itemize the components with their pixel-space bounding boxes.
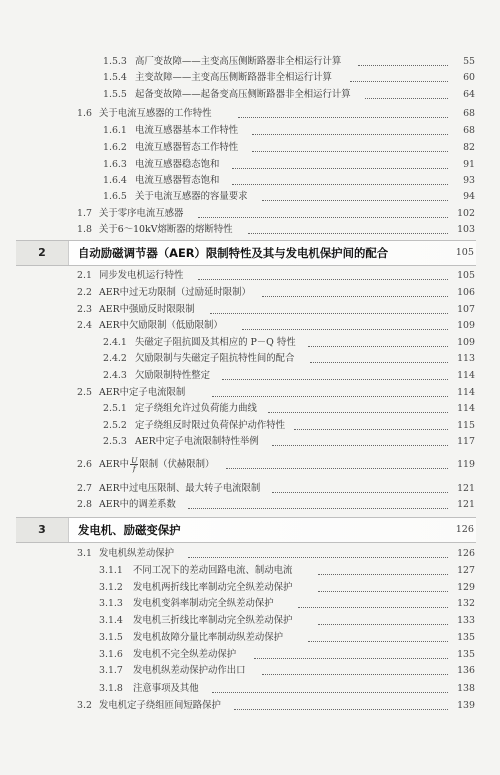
leader-dots	[318, 558, 448, 575]
entry-number: 2.5.3	[103, 436, 127, 447]
entry-page: 64	[463, 89, 475, 100]
entry-title: AER中过电压限制、最大转子电流限制	[99, 483, 261, 494]
entry-page: 127	[457, 565, 475, 576]
leader-dots	[272, 476, 448, 493]
entry-title-suffix: 限制（伏赫限制）	[139, 459, 215, 470]
toc-entry[interactable]	[0, 434, 500, 450]
entry-number: 1.6.3	[103, 159, 127, 170]
entry-page: 135	[457, 649, 475, 660]
chapter-number: 2	[16, 241, 69, 265]
entry-title: 同步发电机运行特性	[99, 270, 184, 281]
entry-title: 关于零序电流互感器	[99, 208, 184, 219]
entry-number: 1.5.4	[103, 72, 127, 83]
entry-number: 3.1.8	[99, 683, 123, 694]
entry-page: 105	[457, 270, 475, 281]
entry-title: 关于电流互感器的工作特性	[99, 108, 212, 119]
entry-number: 2.4.2	[103, 353, 127, 364]
chapter-number: 3	[16, 518, 69, 542]
fraction-numerator: U	[131, 456, 138, 465]
entry-page: 133	[457, 615, 475, 626]
entry-title: 定子绕组允许过负荷能力曲线	[135, 403, 257, 414]
leader-dots	[232, 168, 448, 185]
entry-title: 发电机两折线比率制动完全纵差动保护	[133, 582, 293, 593]
entry-number: 3.1.3	[99, 598, 123, 609]
entry-title: 发电机纵差动保护	[99, 548, 175, 559]
entry-number: 2.4	[77, 320, 92, 331]
entry-number: 3.1.7	[99, 665, 123, 676]
chapter-title: 发电机、励磁变保护	[78, 523, 181, 537]
entry-number: 3.1.4	[99, 615, 123, 626]
entry-number: 1.5.3	[103, 56, 127, 67]
entry-number: 2.6	[77, 459, 92, 470]
leader-dots	[252, 135, 448, 152]
entry-title: 发电机定子绕组匝间短路保护	[99, 700, 221, 711]
entry-page: 126	[457, 548, 475, 559]
entry-page: 94	[463, 191, 475, 202]
leader-dots	[210, 297, 448, 314]
entry-title: 发电机变斜率制动完全纵差动保护	[133, 598, 274, 609]
entry-title: 欠励限制与失磁定子阻抗特性间的配合	[135, 353, 295, 364]
entry-title: 发电机不完全纵差动保护	[133, 649, 237, 660]
entry-number: 2.4.3	[103, 370, 127, 381]
entry-page: 103	[457, 224, 475, 235]
entry-page: 121	[457, 499, 475, 510]
entry-page: 109	[457, 337, 475, 348]
leader-dots	[262, 280, 448, 297]
entry-number: 2.4.1	[103, 337, 127, 348]
leader-dots	[188, 541, 448, 558]
entry-number: 2.7	[77, 483, 92, 494]
chapter-title: 自动励磁调节器（AER）限制特性及其与发电机保护间的配合	[78, 246, 389, 260]
entry-number: 1.5.5	[103, 89, 127, 100]
entry-page: 119	[457, 459, 475, 470]
entry-title: 不同工况下的差动回路电流、制动电流	[133, 565, 293, 576]
entry-title: 发电机纵差动保护动作出口	[133, 665, 246, 676]
fraction-denominator: f	[132, 464, 136, 473]
entry-page: 114	[457, 403, 475, 414]
entry-number: 3.1.1	[99, 565, 123, 576]
leader-dots	[252, 118, 448, 135]
entry-title: 发电机故障分量比率制动纵差动保护	[133, 632, 284, 643]
entry-number: 1.6.1	[103, 125, 127, 136]
leader-dots	[262, 658, 448, 675]
entry-page: 135	[457, 632, 475, 643]
entry-title: AER中强励反时限限制	[99, 304, 195, 315]
leader-dots	[254, 642, 448, 659]
chapter-heading[interactable]	[16, 517, 476, 543]
entry-title: 失磁定子阻抗圆及其相应的 P－Q 特性	[135, 337, 296, 348]
entry-page: 68	[463, 125, 475, 136]
entry-page: 121	[457, 483, 475, 494]
leader-dots	[350, 65, 448, 82]
leader-dots	[318, 608, 448, 625]
entry-page: 68	[463, 108, 475, 119]
entry-page: 82	[463, 142, 475, 153]
entry-title: AER中定子电流限制	[99, 387, 186, 398]
chapter-page: 126	[455, 524, 474, 535]
leader-dots	[232, 152, 448, 169]
entry-title: 发电机三折线比率制动完全纵差动保护	[133, 615, 293, 626]
entry-page: 136	[457, 665, 475, 676]
entry-title: 电流互感器基本工作特性	[135, 125, 239, 136]
entry-title: 电流互感器稳态饱和	[135, 159, 220, 170]
leader-dots	[248, 217, 448, 234]
entry-page: 102	[457, 208, 475, 219]
entry-number: 1.6.4	[103, 175, 127, 186]
entry-title: 主变故障——主变高压侧断路器非全相运行计算	[135, 72, 332, 83]
entry-title: 定子绕组反时限过负荷保护动作特性	[135, 420, 286, 431]
entry-title-prefix: AER中	[99, 459, 130, 470]
entry-title: 欠励限制特性整定	[135, 370, 211, 381]
leader-dots	[238, 101, 448, 118]
entry-number: 3.1.2	[99, 582, 123, 593]
entry-title: AER中欠励限制（低励限制）	[99, 320, 223, 331]
leader-dots	[242, 313, 448, 330]
entry-page: 113	[457, 353, 475, 364]
leader-dots	[222, 363, 448, 380]
entry-number: 1.8	[77, 224, 92, 235]
entry-title: 起备变故障——起备变高压侧断路器非全相运行计算	[135, 89, 351, 100]
leader-dots	[272, 429, 448, 446]
leader-dots	[294, 413, 448, 430]
entry-number: 3.2	[77, 700, 92, 711]
entry-number: 2.2	[77, 287, 92, 298]
entry-number: 2.5	[77, 387, 92, 398]
leader-dots	[234, 693, 448, 710]
entry-number: 1.6.2	[103, 142, 127, 153]
entry-number: 2.8	[77, 499, 92, 510]
leader-dots	[188, 492, 448, 509]
entry-number: 2.3	[77, 304, 92, 315]
entry-page: 60	[463, 72, 475, 83]
entry-page: 114	[457, 370, 475, 381]
leader-dots	[318, 575, 448, 592]
entry-page: 117	[457, 436, 475, 447]
leader-dots	[308, 625, 448, 642]
entry-title: AER中过无功限制（过励延时限制）	[99, 287, 251, 298]
entry-number: 1.6	[77, 108, 92, 119]
leader-dots	[198, 263, 448, 280]
leader-dots	[262, 184, 448, 201]
leader-dots	[298, 591, 448, 608]
entry-title: AER中的调差系数	[99, 499, 176, 510]
entry-number: 1.7	[77, 208, 92, 219]
entry-title: 注意事项及其他	[133, 683, 199, 694]
toc-entry[interactable]	[0, 222, 500, 238]
entry-page: 106	[457, 287, 475, 298]
entry-page: 139	[457, 700, 475, 711]
leader-dots	[198, 201, 448, 218]
entry-title: 关于6～10kV熔断器的熔断特性	[99, 224, 233, 235]
entry-number: 3.1	[77, 548, 92, 559]
leader-dots	[226, 452, 448, 469]
leader-dots	[212, 676, 448, 693]
leader-dots	[268, 396, 448, 413]
leader-dots	[358, 49, 448, 66]
entry-title	[99, 457, 214, 473]
entry-page: 55	[463, 56, 475, 67]
entry-page: 109	[457, 320, 475, 331]
leader-dots	[308, 330, 448, 347]
entry-page: 115	[457, 420, 475, 431]
entry-number: 3.1.5	[99, 632, 123, 643]
leader-dots	[310, 346, 448, 363]
entry-title: 高厂变故障——主变高压侧断路器非全相运行计算	[135, 56, 342, 67]
entry-page: 114	[457, 387, 475, 398]
entry-page: 91	[463, 159, 475, 170]
u-over-f-fraction	[130, 457, 138, 472]
toc-entry[interactable]	[0, 698, 500, 714]
entry-page: 138	[457, 683, 475, 694]
entry-page: 93	[463, 175, 475, 186]
entry-title: 电流互感器暂态工作特性	[135, 142, 239, 153]
toc-entry[interactable]	[0, 497, 500, 513]
chapter-page: 105	[455, 247, 474, 258]
entry-number: 1.6.5	[103, 191, 127, 202]
entry-title: AER中定子电流限制特性举例	[135, 436, 259, 447]
entry-number: 2.5.2	[103, 420, 127, 431]
leader-dots	[212, 380, 448, 397]
entry-number: 2.5.1	[103, 403, 127, 414]
entry-title: 关于电流互感器的容量要求	[135, 191, 248, 202]
toc-entry[interactable]	[0, 457, 500, 473]
entry-page: 129	[457, 582, 475, 593]
entry-page: 132	[457, 598, 475, 609]
leader-dots	[365, 82, 448, 99]
entry-number: 2.1	[77, 270, 92, 281]
entry-title: 电流互感器暂态饱和	[135, 175, 220, 186]
entry-number: 3.1.6	[99, 649, 123, 660]
entry-page: 107	[457, 304, 475, 315]
